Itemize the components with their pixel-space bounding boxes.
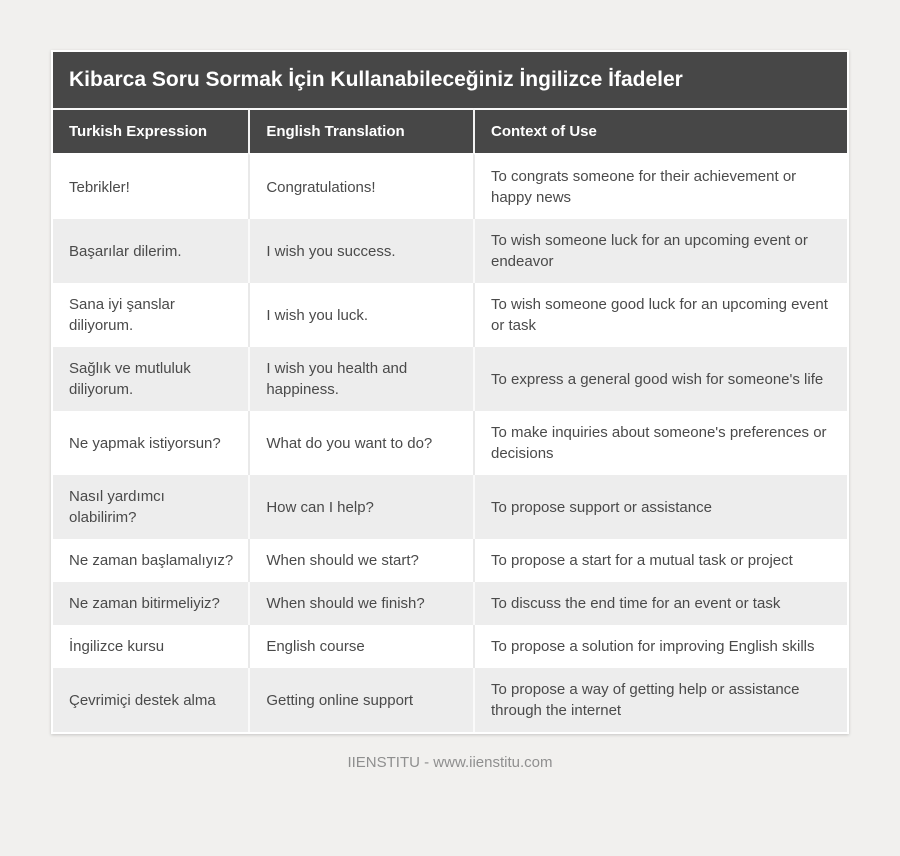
english-cell: Congratulations! bbox=[248, 153, 473, 219]
turkish-cell: Ne yapmak istiyorsun? bbox=[53, 411, 248, 475]
table-row bbox=[53, 475, 847, 539]
footer-credit: IIENSTITU - www.iienstitu.com bbox=[347, 754, 553, 771]
context-cell: To wish someone luck for an upcoming event or endeavor bbox=[473, 219, 847, 283]
context-cell: To wish someone good luck for an upcoming event or task bbox=[473, 283, 847, 347]
english-cell: When should we finish? bbox=[248, 582, 473, 625]
context-cell: To propose a start for a mutual task or project bbox=[473, 539, 847, 582]
turkish-cell: Sana iyi şanslar diliyorum. bbox=[53, 283, 248, 347]
turkish-cell: İngilizce kursu bbox=[53, 625, 248, 668]
turkish-cell: Çevrimiçi destek alma bbox=[53, 668, 248, 732]
table-row bbox=[53, 668, 847, 732]
english-cell: I wish you luck. bbox=[248, 283, 473, 347]
phrases-table bbox=[53, 108, 847, 732]
context-cell: To express a general good wish for someone's life bbox=[473, 347, 847, 411]
turkish-cell: Tebrikler! bbox=[53, 153, 248, 219]
english-cell: I wish you health and happiness. bbox=[248, 347, 473, 411]
table-row bbox=[53, 219, 847, 283]
header-row bbox=[53, 108, 847, 153]
english-cell: How can I help? bbox=[248, 475, 473, 539]
col-header-turkish-expression: Turkish Expression bbox=[53, 108, 248, 153]
context-cell: To propose a way of getting help or assistance through the internet bbox=[473, 668, 847, 732]
english-cell: English course bbox=[248, 625, 473, 668]
table-row bbox=[53, 153, 847, 219]
page-title: Kibarca Soru Sormak İçin Kullanabileceğiniz İngilizce İfadeler bbox=[53, 52, 847, 108]
turkish-cell: Nasıl yardımcı olabilirim? bbox=[53, 475, 248, 539]
turkish-cell: Başarılar dilerim. bbox=[53, 219, 248, 283]
english-cell: I wish you success. bbox=[248, 219, 473, 283]
table-row bbox=[53, 283, 847, 347]
table-row bbox=[53, 411, 847, 475]
turkish-cell: Ne zaman başlamalıyız? bbox=[53, 539, 248, 582]
table-row bbox=[53, 539, 847, 582]
english-cell: When should we start? bbox=[248, 539, 473, 582]
english-cell: What do you want to do? bbox=[248, 411, 473, 475]
context-cell: To discuss the end time for an event or task bbox=[473, 582, 847, 625]
table-row bbox=[53, 582, 847, 625]
context-cell: To propose support or assistance bbox=[473, 475, 847, 539]
context-cell: To congrats someone for their achievement or happy news bbox=[473, 153, 847, 219]
table-row bbox=[53, 347, 847, 411]
context-cell: To make inquiries about someone's preferences or decisions bbox=[473, 411, 847, 475]
phrase-table-card bbox=[51, 50, 849, 734]
col-header-english-translation: English Translation bbox=[248, 108, 473, 153]
table-row bbox=[53, 625, 847, 668]
turkish-cell: Sağlık ve mutluluk diliyorum. bbox=[53, 347, 248, 411]
col-header-context-of-use: Context of Use bbox=[473, 108, 847, 153]
turkish-cell: Ne zaman bitirmeliyiz? bbox=[53, 582, 248, 625]
context-cell: To propose a solution for improving English skills bbox=[473, 625, 847, 668]
english-cell: Getting online support bbox=[248, 668, 473, 732]
